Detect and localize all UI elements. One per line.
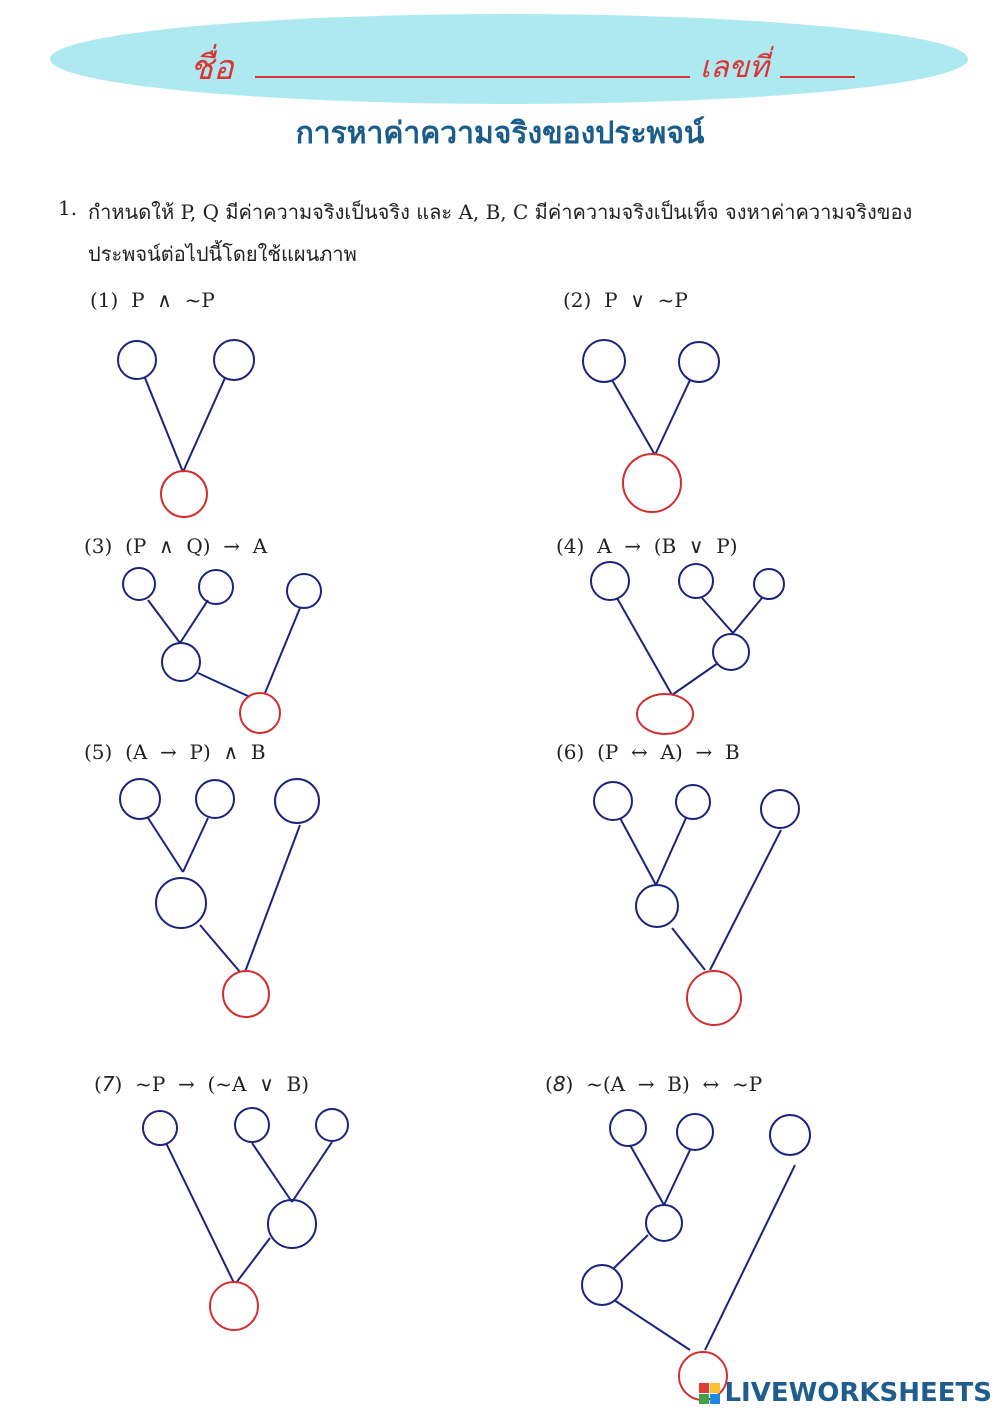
tree-5-node-a-implies-p[interactable] <box>156 878 206 928</box>
tree-5-node-a[interactable] <box>120 779 160 819</box>
problem-6-expression: (P ↔ A) → B <box>597 740 740 764</box>
tree-2-result[interactable] <box>623 454 681 512</box>
tree-4-node-b-or-p[interactable] <box>713 634 749 670</box>
tree-2 <box>583 340 719 512</box>
tree-1-result[interactable] <box>161 471 207 517</box>
tree-8-node-b[interactable] <box>677 1114 713 1150</box>
problem-1-number: (1) <box>90 288 119 312</box>
problem-3-number: (3) <box>84 534 113 558</box>
problem-7-number: 7 <box>101 1072 115 1096</box>
tree-2-node-not-p[interactable] <box>679 342 719 382</box>
tree-6-result[interactable] <box>687 971 741 1025</box>
problem-8-expression: ~(A → B) ↔ ~P <box>586 1072 763 1096</box>
liveworksheets-icon <box>699 1383 720 1404</box>
tree-5-node-p[interactable] <box>196 780 234 818</box>
tree-5-node-b[interactable] <box>275 779 319 823</box>
problem-3-expression: (P ∧ Q) → A <box>125 534 268 558</box>
problem-4-number: (4) <box>556 534 585 558</box>
tree-4-node-p[interactable] <box>754 569 784 599</box>
watermark-text: LIVEWORKSHEETS <box>724 1378 992 1408</box>
tree-8 <box>582 1110 810 1400</box>
problem-2-number: (2) <box>563 288 592 312</box>
tree-5-result[interactable] <box>223 971 269 1017</box>
tree-4 <box>591 562 784 734</box>
tree-8-node-negation[interactable] <box>582 1265 622 1305</box>
name-label: ชื่อ <box>190 48 234 88</box>
instruction-line-1: กำหนดให้ P, Q มีค่าความจริงเป็นจริง และ A, B, C มีค่าความจริงเป็นเท็จ จงหาค่าความจริงของ <box>88 200 913 224</box>
tree-3-node-a[interactable] <box>287 574 321 608</box>
tree-3-result[interactable] <box>240 693 280 733</box>
number-label: เลขที่ <box>700 50 769 85</box>
tree-8-node-not-p[interactable] <box>770 1115 810 1155</box>
problem-5-expression: (A → P) ∧ B <box>125 740 266 764</box>
tree-3-node-p-and-q[interactable] <box>162 643 200 681</box>
tree-4-node-b[interactable] <box>679 564 713 598</box>
problem-5-number: (5) <box>84 740 113 764</box>
problem-7-expression: ~P → (~A ∨ B) <box>135 1072 310 1096</box>
tree-6-node-p[interactable] <box>594 782 632 820</box>
tree-7-result[interactable] <box>210 1282 258 1330</box>
problem-7-label: (7) ~P → (~A ∨ B) <box>94 1072 310 1096</box>
tree-7-node-b[interactable] <box>316 1109 348 1141</box>
tree-1-node-not-p[interactable] <box>214 340 254 380</box>
tree-1 <box>118 340 254 517</box>
problem-8-label: (8) ~(A → B) ↔ ~P <box>545 1072 763 1096</box>
problem-4-expression: A → (B ∨ P) <box>597 534 738 558</box>
instruction-number: 1. <box>58 196 78 220</box>
problem-6-number: (6) <box>556 740 585 764</box>
tree-1-node-p[interactable] <box>118 341 156 379</box>
tree-6-node-b[interactable] <box>761 790 799 828</box>
problem-8-number: 8 <box>552 1072 566 1096</box>
tree-2-node-p[interactable] <box>583 340 625 382</box>
tree-8-node-a-implies-b[interactable] <box>646 1205 682 1241</box>
instruction-line-2: ประพจน์ต่อไปนี้โดยใช้แผนภาพ <box>88 242 357 266</box>
tree-5 <box>120 779 319 1017</box>
tree-8-node-a[interactable] <box>610 1110 646 1146</box>
tree-3 <box>123 568 321 733</box>
problem-2-expression: P ∨ ~P <box>604 288 688 312</box>
tree-3-node-p[interactable] <box>123 568 155 600</box>
problem-1-expression: P ∧ ~P <box>131 288 215 312</box>
tree-7-node-not-a[interactable] <box>235 1108 269 1142</box>
tree-4-node-a[interactable] <box>591 562 629 600</box>
page-title: การหาค่าความจริงของประพจน์ <box>295 116 705 151</box>
tree-6-node-a[interactable] <box>676 785 710 819</box>
tree-7 <box>143 1108 348 1330</box>
tree-3-node-q[interactable] <box>199 570 233 604</box>
tree-6-node-p-iff-a[interactable] <box>636 885 678 927</box>
tree-7-node-not-p[interactable] <box>143 1111 177 1145</box>
tree-6 <box>594 782 799 1025</box>
tree-7-node-not-a-or-b[interactable] <box>268 1200 316 1248</box>
liveworksheets-logo <box>699 1378 992 1408</box>
tree-4-result[interactable] <box>637 694 693 734</box>
